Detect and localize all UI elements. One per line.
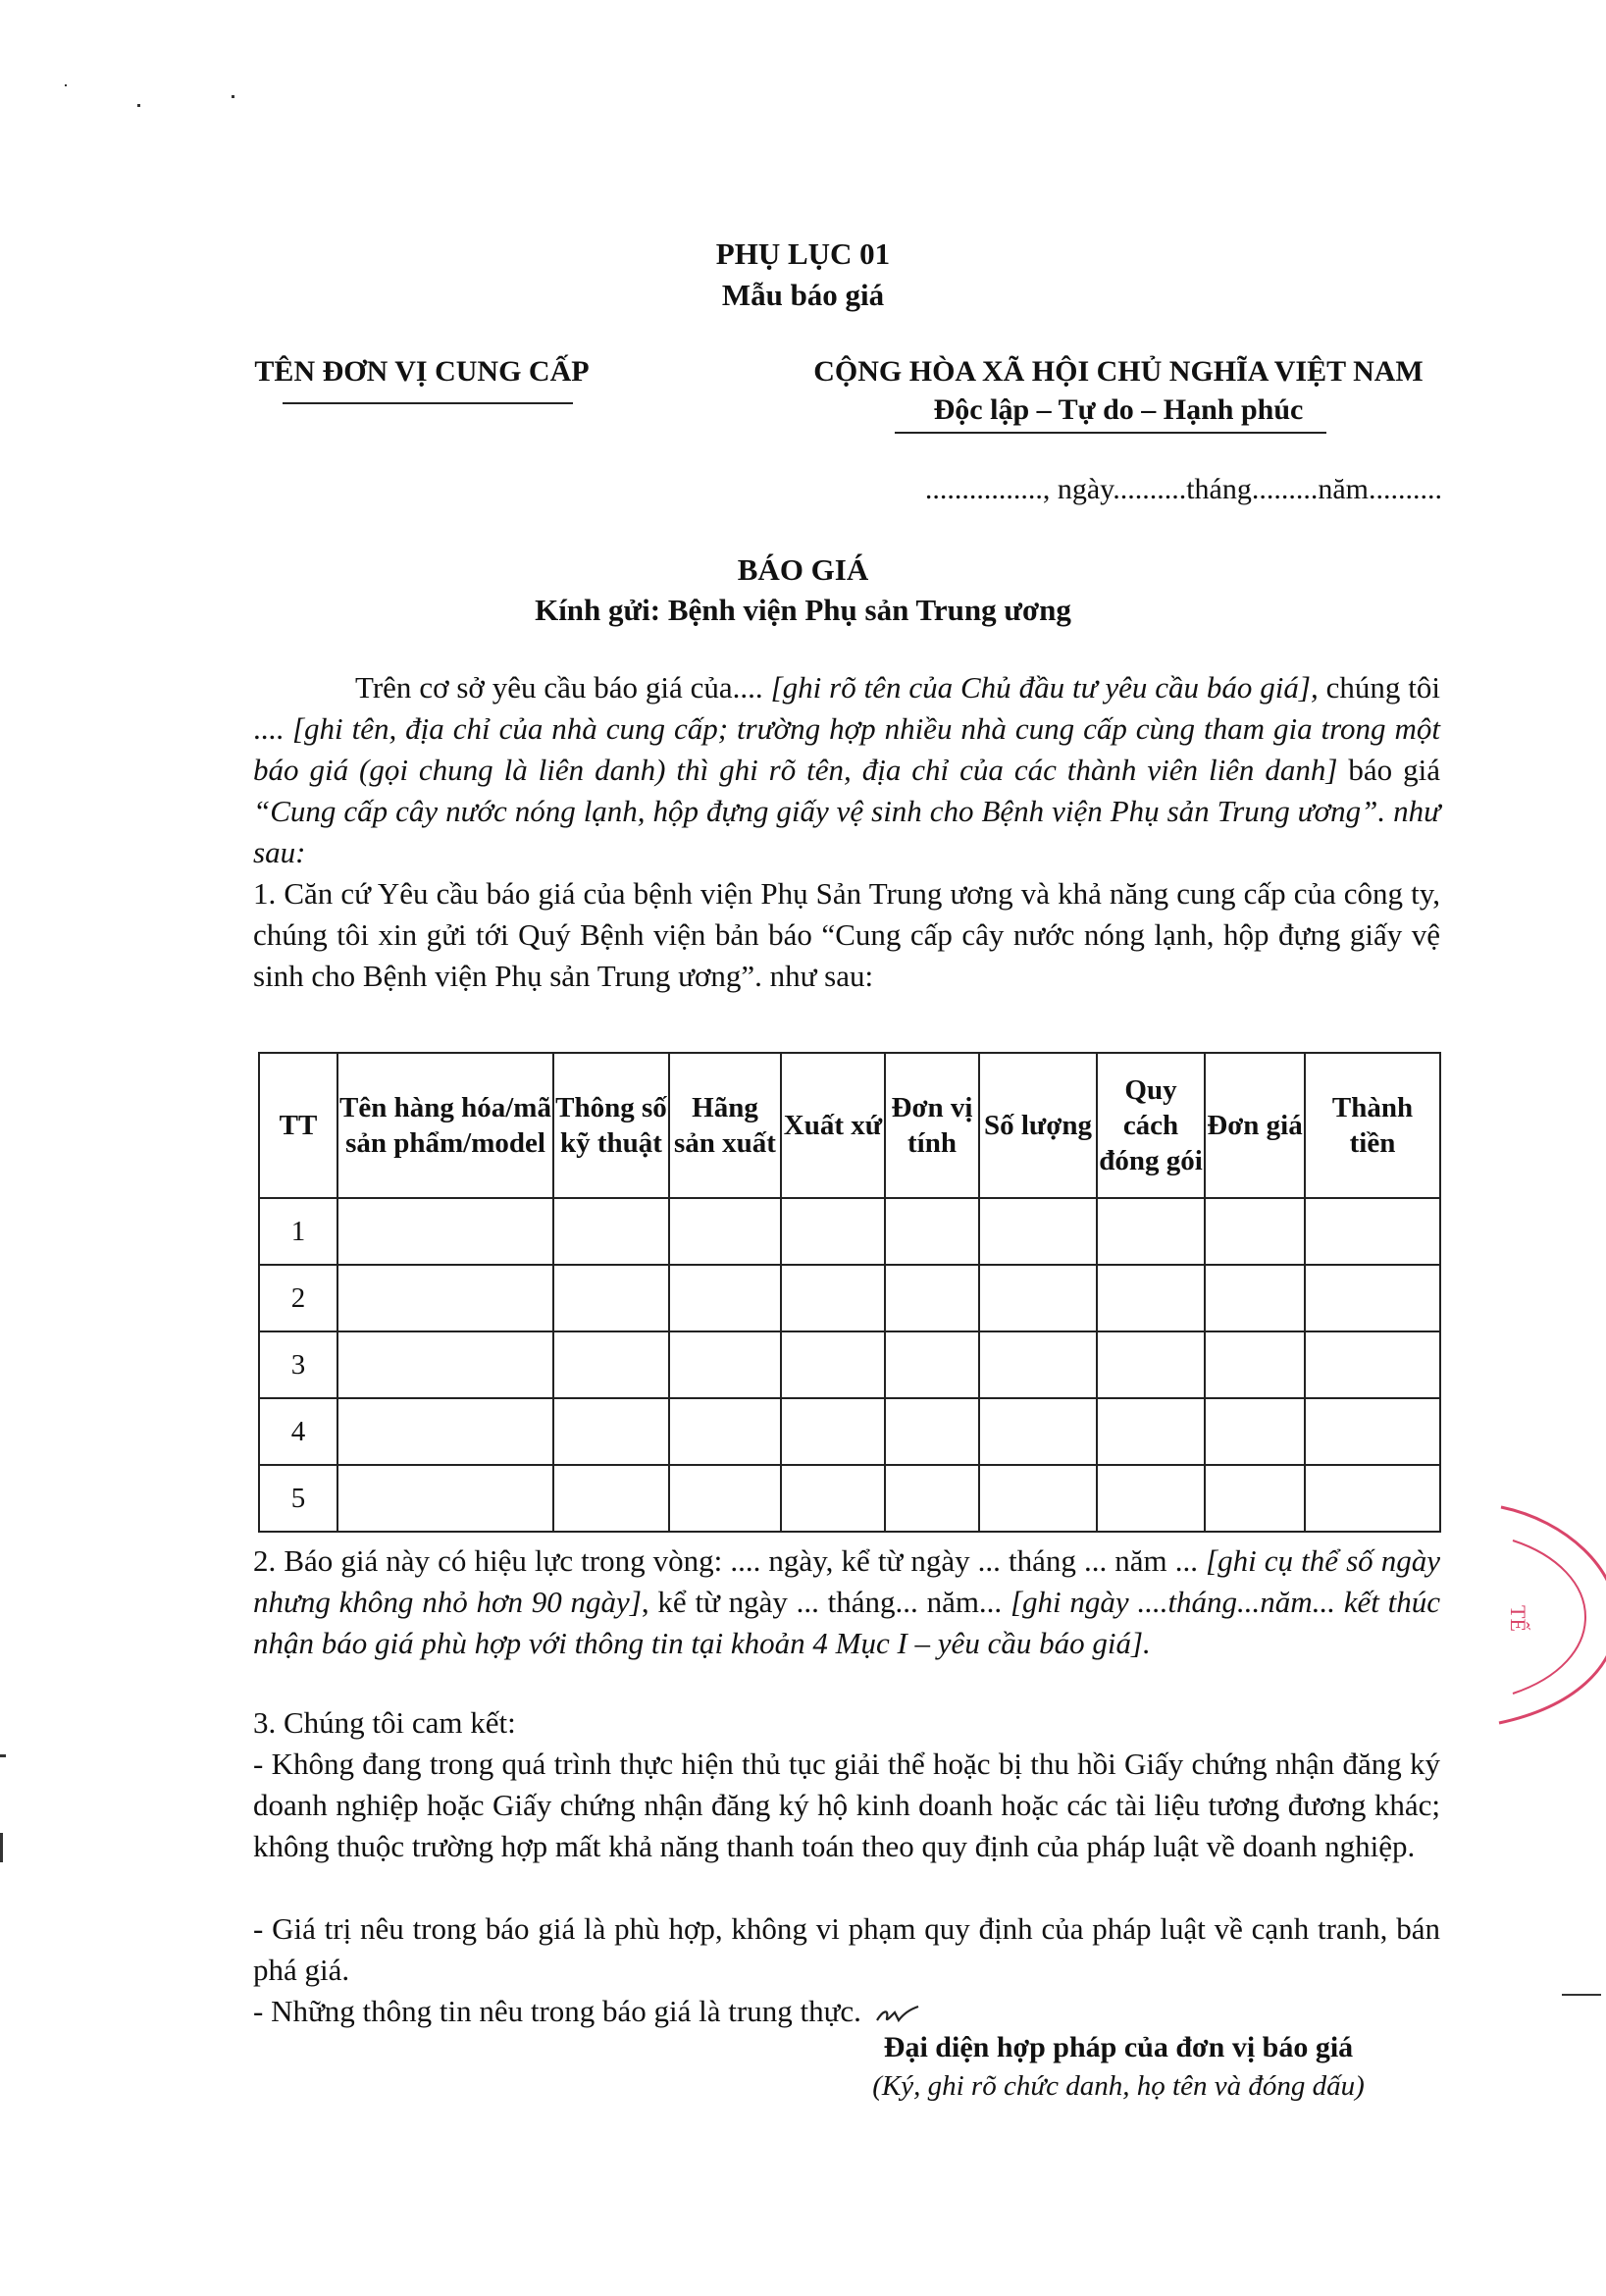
intro-paragraph bbox=[253, 667, 1440, 873]
scan-artifact bbox=[137, 104, 140, 107]
intro-italic-b: [ghi tên, địa chỉ của nhà cung cấp; trường hợp nhiều nhà cung cấp cùng tham gia trong một báo giá (gọi chung là liên danh) thì ghi rõ tên, địa chỉ của các thành viên liên danh] bbox=[253, 711, 1441, 787]
table-cell bbox=[1097, 1265, 1205, 1331]
signature-title: Đại diện hợp pháp của đơn vị báo giá bbox=[883, 2031, 1354, 2063]
table-cell bbox=[979, 1331, 1097, 1398]
appendix-subtitle: Mẫu báo giá bbox=[721, 278, 885, 312]
table-header-row bbox=[259, 1053, 1440, 1198]
header-product-name: Tên hàng hóa/mã sản phẩm/model bbox=[337, 1053, 553, 1198]
header-unit-price: Đơn giá bbox=[1205, 1053, 1305, 1198]
validity-text-b: , kể từ ngày ... tháng... năm... bbox=[641, 1585, 1010, 1619]
table-row bbox=[259, 1398, 1440, 1465]
scan-artifact bbox=[1562, 1994, 1601, 1996]
row-number: 5 bbox=[259, 1465, 337, 1532]
document-title: BÁO GIÁ bbox=[737, 552, 869, 587]
header-manufacturer: Hãng sản xuất bbox=[669, 1053, 781, 1198]
header-specs: Thông số kỹ thuật bbox=[553, 1053, 669, 1198]
intro-italic-c: “Cung cấp cây nước nóng lạnh, hộp đựng giấy vệ sinh cho Bệnh viện Phụ sản Trung ương”. như sau: bbox=[253, 794, 1440, 869]
validity-paragraph bbox=[253, 1540, 1440, 1664]
row-number: 4 bbox=[259, 1398, 337, 1465]
validity-italic-a: [ghi cụ thể số ngày nhưng không nhỏ hơn 90 ngày] bbox=[253, 1543, 1440, 1619]
table-cell bbox=[1097, 1198, 1205, 1265]
table-cell bbox=[553, 1465, 669, 1532]
table-cell bbox=[1205, 1265, 1305, 1331]
scan-artifact bbox=[65, 84, 67, 86]
scan-artifact bbox=[232, 95, 234, 98]
table-cell bbox=[1097, 1398, 1205, 1465]
table-cell bbox=[979, 1265, 1097, 1331]
table-cell bbox=[337, 1465, 553, 1532]
intro-italic-a: [ghi rõ tên của Chủ đầu tư yêu cầu báo giá], bbox=[770, 670, 1319, 704]
commitment-item-2: - Giá trị nêu trong báo giá là phù hợp, không vi phạm quy định của pháp luật về cạnh tranh, bán phá giá. bbox=[253, 1911, 1440, 1987]
header-quantity: Số lượng bbox=[979, 1053, 1097, 1198]
stamp-text: TẾ bbox=[1506, 1605, 1530, 1632]
table-cell bbox=[553, 1331, 669, 1398]
header-origin: Xuất xứ bbox=[781, 1053, 885, 1198]
table-cell bbox=[1305, 1398, 1440, 1465]
table-cell bbox=[979, 1465, 1097, 1532]
row-number: 1 bbox=[259, 1198, 337, 1265]
table-row bbox=[259, 1198, 1440, 1265]
table-cell bbox=[885, 1265, 979, 1331]
table-cell bbox=[1097, 1331, 1205, 1398]
commitment-item-3 bbox=[253, 1991, 1440, 2032]
table-cell bbox=[1205, 1398, 1305, 1465]
intro-text-a: Trên cơ sở yêu cầu báo giá của.... bbox=[355, 670, 771, 704]
commitment-item-1: - Không đang trong quá trình thực hiện thủ tục giải thể hoặc bị thu hồi Giấy chứng nhận đăng ký doanh nghiệp hoặc Giấy chứng nhận đăng ký hộ kinh doanh hoặc các tài liệu tương đương khác; không thuộc trường hợp mất khả năng thanh toán theo quy định của pháp luật về doanh nghiệp. bbox=[253, 1747, 1440, 1863]
quote-table bbox=[258, 1052, 1441, 1533]
intro-text-b: chúng tôi .... bbox=[253, 670, 1440, 746]
table-cell bbox=[337, 1398, 553, 1465]
table-cell bbox=[885, 1198, 979, 1265]
date-line: ................, ngày..........tháng.........năm.......... bbox=[924, 473, 1442, 505]
table-cell bbox=[1305, 1265, 1440, 1331]
table-cell bbox=[1205, 1198, 1305, 1265]
table-row bbox=[259, 1331, 1440, 1398]
table-cell bbox=[885, 1465, 979, 1532]
table-cell bbox=[781, 1331, 885, 1398]
table-cell bbox=[1305, 1465, 1440, 1532]
row-number: 2 bbox=[259, 1265, 337, 1331]
table-cell bbox=[337, 1265, 553, 1331]
signature-note: (Ký, ghi rõ chức danh, họ tên và đóng dấu) bbox=[872, 2070, 1365, 2102]
stamp-seal-icon bbox=[1479, 1501, 1606, 1727]
table-cell bbox=[669, 1465, 781, 1532]
table-cell bbox=[337, 1198, 553, 1265]
commitments-heading: 3. Chúng tôi cam kết: bbox=[253, 1705, 516, 1740]
table-cell bbox=[781, 1265, 885, 1331]
basis-paragraph: 1. Căn cứ Yêu cầu báo giá của bệnh viện Phụ Sản Trung ương và khả năng cung cấp của công ty, chúng tôi xin gửi tới Quý Bệnh viện bản báo “Cung cấp cây nước nóng lạnh, hộp đựng giấy vệ sinh cho Bệnh viện Phụ sản Trung ương”. như sau: bbox=[253, 876, 1440, 993]
table-cell bbox=[669, 1265, 781, 1331]
recipient-line: Kính gửi: Bệnh viện Phụ sản Trung ương bbox=[535, 593, 1071, 627]
header-total: Thành tiền bbox=[1305, 1053, 1440, 1198]
table-cell bbox=[1305, 1331, 1440, 1398]
appendix-title: PHỤ LỤC 01 bbox=[715, 236, 891, 271]
table-cell bbox=[885, 1331, 979, 1398]
supplier-name: TÊN ĐƠN VỊ CUNG CẤP bbox=[254, 355, 590, 388]
table-cell bbox=[669, 1198, 781, 1265]
table-row bbox=[259, 1265, 1440, 1331]
table-cell bbox=[781, 1398, 885, 1465]
table-cell bbox=[885, 1398, 979, 1465]
table-cell bbox=[1205, 1331, 1305, 1398]
validity-text-a: 2. Báo giá này có hiệu lực trong vòng: .... ngày, kể từ ngày ... tháng ... năm ... bbox=[253, 1543, 1207, 1578]
nation-title: CỘNG HÒA XÃ HỘI CHỦ NGHĨA VIỆT NAM bbox=[813, 355, 1424, 388]
scan-artifact bbox=[0, 1833, 3, 1862]
table-cell bbox=[979, 1398, 1097, 1465]
table-cell bbox=[553, 1198, 669, 1265]
table-cell bbox=[781, 1198, 885, 1265]
header-unit: Đơn vị tính bbox=[885, 1053, 979, 1198]
table-row bbox=[259, 1465, 1440, 1532]
table-cell bbox=[553, 1265, 669, 1331]
initial-mark-icon bbox=[875, 2003, 920, 2026]
nation-motto: Độc lập – Tự do – Hạnh phúc bbox=[933, 393, 1304, 426]
motto-underline bbox=[895, 432, 1326, 434]
scan-artifact bbox=[0, 1754, 6, 1757]
header-packaging: Quy cách đóng gói bbox=[1097, 1053, 1205, 1198]
table-cell bbox=[1205, 1465, 1305, 1532]
intro-text-c: báo giá bbox=[1337, 753, 1440, 787]
table-cell bbox=[979, 1198, 1097, 1265]
table-cell bbox=[553, 1398, 669, 1465]
table-cell bbox=[669, 1331, 781, 1398]
commitment-item-3-text: - Những thông tin nêu trong báo giá là trung thực. bbox=[253, 1994, 861, 2028]
header-tt: TT bbox=[259, 1053, 337, 1198]
table-cell bbox=[1097, 1465, 1205, 1532]
row-number: 3 bbox=[259, 1331, 337, 1398]
table-cell bbox=[781, 1465, 885, 1532]
table-cell bbox=[1305, 1198, 1440, 1265]
validity-italic-b: [ghi ngày ....tháng...năm... kết thúc nhận báo giá phù hợp với thông tin tại khoản 4 Mục I – yêu cầu báo giá]. bbox=[253, 1585, 1440, 1660]
table-cell bbox=[669, 1398, 781, 1465]
table-cell bbox=[337, 1331, 553, 1398]
supplier-underline bbox=[283, 402, 573, 404]
